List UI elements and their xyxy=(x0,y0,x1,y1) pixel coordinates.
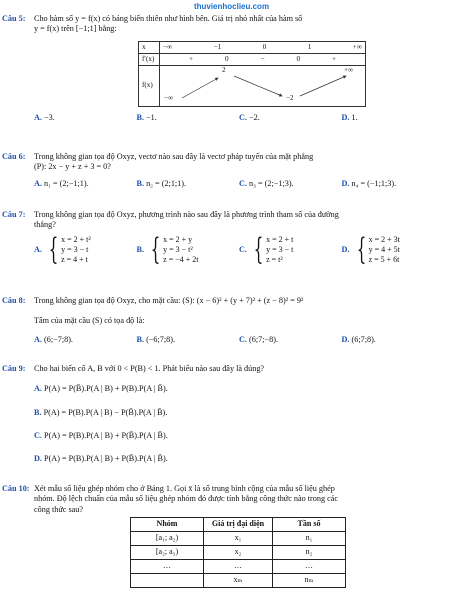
question-text: Trong không gian tọa độ Oxyz, vectơ nào sau đây là vectơ pháp tuyến của mặt phẳng xyxy=(34,152,314,161)
option-b[interactable]: B. −1. xyxy=(136,112,157,122)
question-number: Câu 6: xyxy=(2,152,26,161)
question-text: thẳng? xyxy=(34,220,56,230)
option-d[interactable]: D. P(A) = P(B).P(A | B) + P(B̄).P(A | B̄). xyxy=(34,454,168,463)
question-text: Trong không gian tọa độ Oxyz, cho mặt cầu: (S): (x − 6)² + (y + 7)² + (z − 8)² = 9² xyxy=(34,296,304,305)
f-value: 2 xyxy=(222,65,226,74)
option-a[interactable]: A. P(A) = P(B̄).P(A | B) + P(B).P(A | B̄). xyxy=(34,384,168,394)
grouped-data-table xyxy=(130,517,346,588)
option-b[interactable]: B. (−6;7;8). xyxy=(136,334,176,344)
question-text: Cho hàm số y = f(x) có bảng biến thiên như hình bên. Giá trị nhỏ nhất của hàm số xyxy=(34,14,303,23)
sign: + xyxy=(331,54,337,63)
header-cell: Nhóm xyxy=(131,517,204,531)
option-b[interactable]: B. P(A) = P(B).P(A | B) − P(B̄).P(A | B̄). xyxy=(34,407,168,417)
question-text: Cho hai biến cố A, B với 0 < P(B) < 1. Phát biểu nào sau đây là đúng? xyxy=(34,364,265,373)
option-a[interactable]: A. −3. xyxy=(34,112,55,122)
table-row: xₘ nₘ xyxy=(131,573,346,587)
option-a[interactable]: A. (6;−7;8). xyxy=(34,334,73,344)
variation-arrows xyxy=(160,66,364,106)
function-label: f(x) xyxy=(139,65,160,106)
watermark: thuvienhoclieu.com xyxy=(193,2,270,11)
table-row: [a₂; a₃) x₂ n₂ xyxy=(131,545,346,559)
question-number: Câu 10: xyxy=(2,484,30,493)
sign: 0 xyxy=(224,54,229,63)
question-5 xyxy=(2,14,444,123)
x-value: −∞ xyxy=(163,42,173,51)
question-text: (P): 2x − y + z + 3 = 0? xyxy=(34,162,111,172)
x-value: 0 xyxy=(262,42,267,51)
option-d[interactable]: D. 1. xyxy=(341,112,358,122)
question-number: Câu 9: xyxy=(2,364,26,373)
option-c[interactable]: C. n₃ = (2;−1;3). xyxy=(239,178,294,188)
option-c[interactable]: C. (6;7;−8). xyxy=(239,334,278,344)
answer-options xyxy=(34,231,444,267)
option-d[interactable]: D. (6;7;8). xyxy=(341,334,376,344)
question-text: công thức sau? xyxy=(34,504,83,514)
header-cell: Tần số xyxy=(273,517,346,531)
table-row: … … … xyxy=(131,559,346,573)
question-text: y = f(x) trên [−1;1] bằng: xyxy=(34,24,117,34)
option-c[interactable]: C. P(A) = P(B).P(A | B) + P(B̄).P(A | B̄). xyxy=(34,430,168,440)
variation-table xyxy=(138,41,366,107)
f-value: −∞ xyxy=(164,93,174,102)
x-value: +∞ xyxy=(352,42,362,51)
answer-options xyxy=(34,179,444,189)
derivative-label: f′(x) xyxy=(139,53,160,65)
option-d[interactable]: D. { x = 2 + 3t y = 4 + 5t z = 5 + 6t xyxy=(341,231,400,267)
option-c[interactable]: C. −2. xyxy=(239,112,260,122)
question-6 xyxy=(2,152,444,189)
option-a[interactable]: A. { x = 2 + t² y = 3 − t z = 4 + t xyxy=(34,231,91,267)
x-label: x xyxy=(139,41,160,53)
sign: + xyxy=(188,54,194,63)
question-9 xyxy=(2,364,444,464)
sign: 0 xyxy=(296,54,301,63)
answer-options xyxy=(34,335,444,345)
question-text: nhóm. Độ lệch chuẩn của mẫu số liệu ghép nhóm đó được tính bằng công thức nào trong các xyxy=(34,494,339,504)
x-value: 1 xyxy=(307,42,312,51)
question-text: Tâm của mặt cầu (S) có tọa độ là: xyxy=(34,316,145,326)
option-d[interactable]: D. n₄ = (−1;1;3). xyxy=(341,178,397,188)
question-text: Trong không gian tọa độ Oxyz, phương trình nào sau đây là phương trình tham số của đường xyxy=(34,210,339,219)
table-row: [a₁; a₂) x₁ n₁ xyxy=(131,531,346,545)
question-number: Câu 5: xyxy=(2,14,26,23)
answer-options xyxy=(34,113,444,123)
option-c[interactable]: C. { x = 2 + t y = 3 − t z = t² xyxy=(239,231,294,267)
sign: − xyxy=(260,54,265,63)
question-number: Câu 7: xyxy=(2,210,26,219)
option-b[interactable]: B. { x = 2 + y y = 3 − t² z = −4 + 2t xyxy=(136,231,199,267)
x-value: −1 xyxy=(213,42,222,51)
question-number: Câu 8: xyxy=(2,296,26,305)
question-8 xyxy=(2,296,444,345)
option-a[interactable]: A. n₁ = (2;−1;1). xyxy=(34,178,89,188)
question-7 xyxy=(2,210,444,267)
option-b[interactable]: B. n₂ = (2;1;1). xyxy=(136,178,187,188)
f-value: −2 xyxy=(286,93,294,102)
question-10 xyxy=(2,484,444,588)
question-text: Xét mẫu số liệu ghép nhóm cho ở Bảng 1. Gọi x̄ là số trung bình cộng của mẫu số liệu ghép xyxy=(34,484,335,493)
header-cell: Giá trị đại diện xyxy=(204,517,273,531)
f-value: +∞ xyxy=(344,65,354,74)
